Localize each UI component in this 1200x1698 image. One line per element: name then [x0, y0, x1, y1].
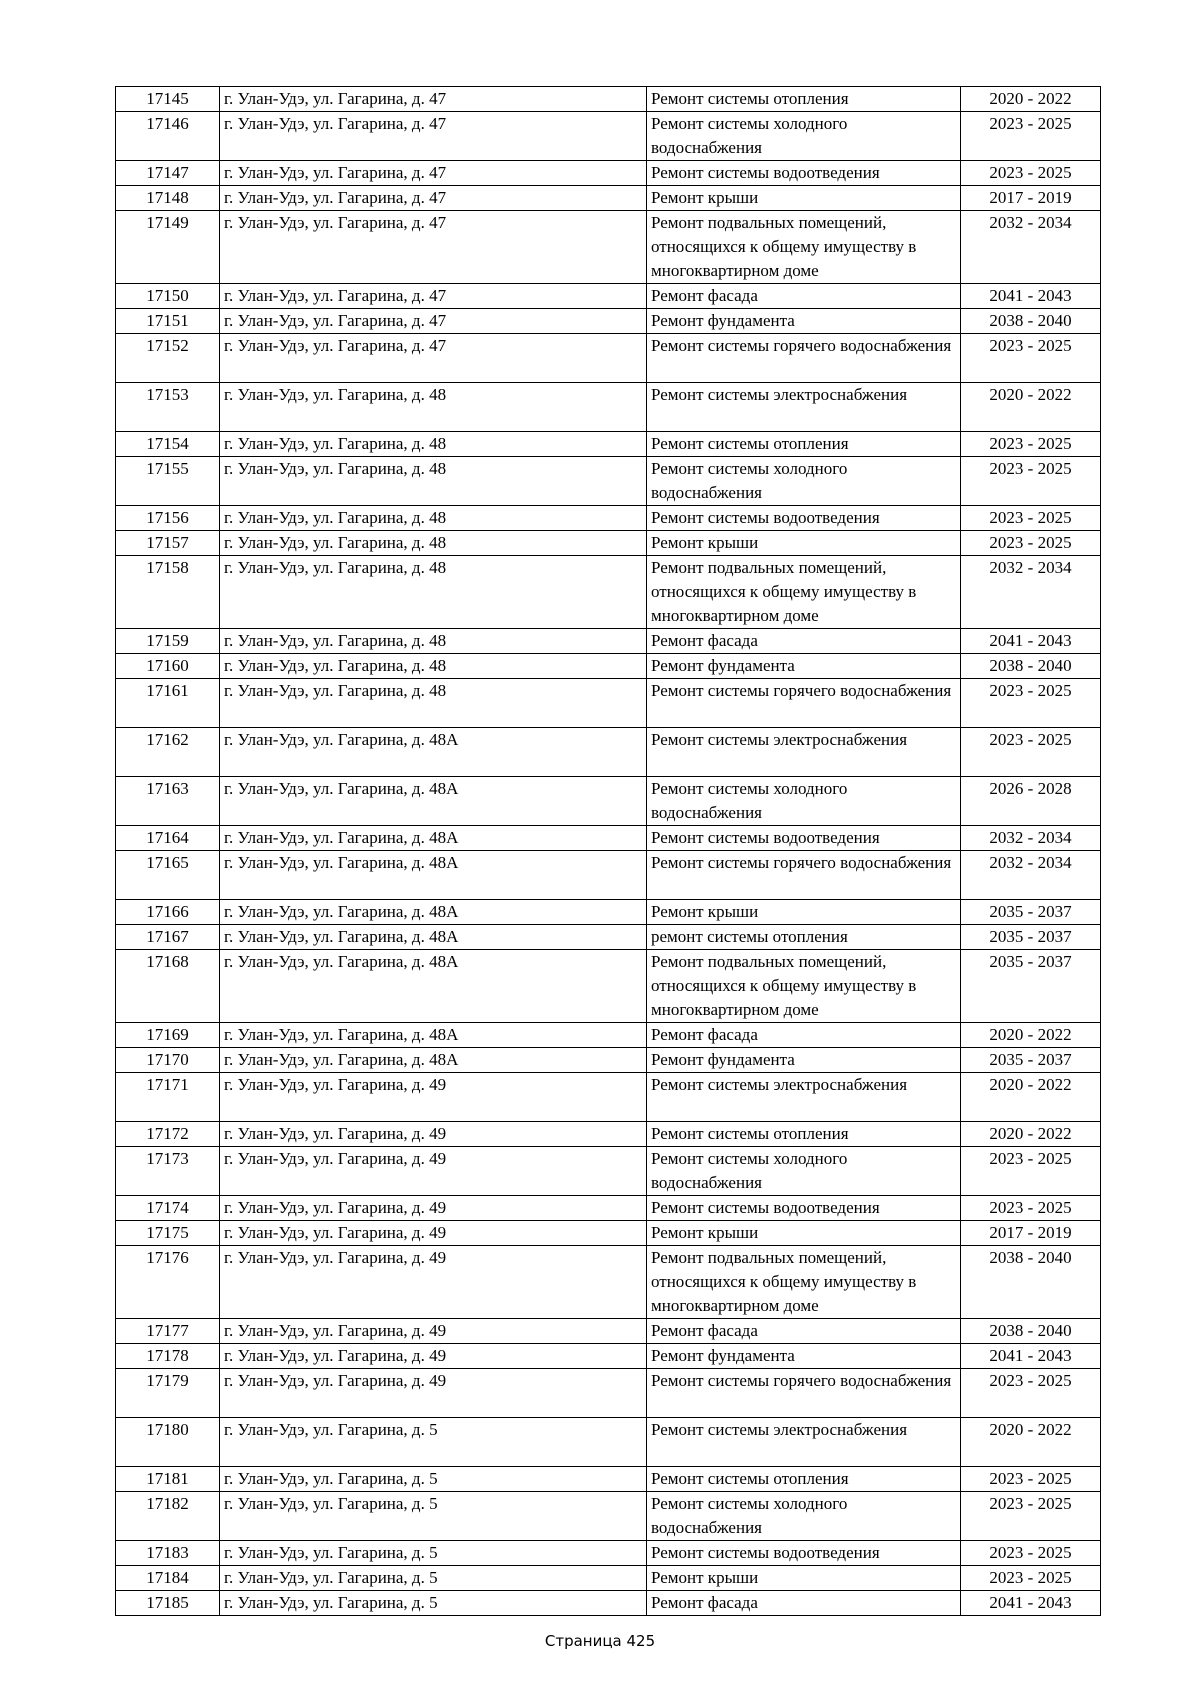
table-row — [116, 383, 1101, 432]
work-type-cell: Ремонт системы отопления — [647, 432, 961, 457]
row-number: 17167 — [116, 925, 220, 950]
period-cell: 2035 - 2037 — [961, 900, 1101, 925]
work-type-cell: Ремонт подвальных помещений, относящихся к общему имуществу в многоквартирном доме — [647, 211, 961, 284]
address-cell: г. Улан-Удэ, ул. Гагарина, д. 5 — [220, 1566, 647, 1591]
table-row — [116, 629, 1101, 654]
work-type-cell: Ремонт системы электроснабжения — [647, 728, 961, 777]
work-type-cell: Ремонт подвальных помещений, относящихся к общему имуществу в многоквартирном доме — [647, 556, 961, 629]
table-row — [116, 309, 1101, 334]
work-type-cell: Ремонт фундамента — [647, 654, 961, 679]
table-row — [116, 728, 1101, 777]
row-number: 17171 — [116, 1073, 220, 1122]
period-cell: 2035 - 2037 — [961, 1048, 1101, 1073]
period-cell: 2023 - 2025 — [961, 679, 1101, 728]
work-type-cell: Ремонт фасада — [647, 1023, 961, 1048]
row-number: 17149 — [116, 211, 220, 284]
table-row — [116, 186, 1101, 211]
address-cell: г. Улан-Удэ, ул. Гагарина, д. 48 — [220, 556, 647, 629]
period-cell: 2026 - 2028 — [961, 777, 1101, 826]
address-cell: г. Улан-Удэ, ул. Гагарина, д. 48 — [220, 457, 647, 506]
table-row — [116, 1467, 1101, 1492]
address-cell: г. Улан-Удэ, ул. Гагарина, д. 48А — [220, 925, 647, 950]
period-cell: 2023 - 2025 — [961, 1566, 1101, 1591]
work-type-cell: Ремонт системы водоотведения — [647, 1196, 961, 1221]
row-number: 17169 — [116, 1023, 220, 1048]
row-number: 17184 — [116, 1566, 220, 1591]
work-type-cell: Ремонт системы горячего водоснабжения — [647, 851, 961, 900]
address-cell: г. Улан-Удэ, ул. Гагарина, д. 5 — [220, 1591, 647, 1616]
work-type-cell: Ремонт фундамента — [647, 1048, 961, 1073]
period-cell: 2020 - 2022 — [961, 1122, 1101, 1147]
table-row — [116, 506, 1101, 531]
table-row — [116, 1196, 1101, 1221]
row-number: 17182 — [116, 1492, 220, 1541]
row-number: 17163 — [116, 777, 220, 826]
table-row — [116, 211, 1101, 284]
table-row — [116, 777, 1101, 826]
row-number: 17166 — [116, 900, 220, 925]
row-number: 17168 — [116, 950, 220, 1023]
period-cell: 2038 - 2040 — [961, 1319, 1101, 1344]
row-number: 17146 — [116, 112, 220, 161]
work-type-cell: Ремонт крыши — [647, 186, 961, 211]
period-cell: 2032 - 2034 — [961, 826, 1101, 851]
table-row — [116, 1566, 1101, 1591]
period-cell: 2041 - 2043 — [961, 1344, 1101, 1369]
period-cell: 2023 - 2025 — [961, 1369, 1101, 1418]
address-cell: г. Улан-Удэ, ул. Гагарина, д. 47 — [220, 161, 647, 186]
period-cell: 2023 - 2025 — [961, 1147, 1101, 1196]
period-cell: 2041 - 2043 — [961, 629, 1101, 654]
row-number: 17164 — [116, 826, 220, 851]
period-cell: 2020 - 2022 — [961, 87, 1101, 112]
table-row — [116, 87, 1101, 112]
row-number: 17172 — [116, 1122, 220, 1147]
work-type-cell: Ремонт системы холодного водоснабжения — [647, 1147, 961, 1196]
period-cell: 2023 - 2025 — [961, 1492, 1101, 1541]
period-cell: 2038 - 2040 — [961, 309, 1101, 334]
period-cell: 2041 - 2043 — [961, 1591, 1101, 1616]
period-cell: 2020 - 2022 — [961, 383, 1101, 432]
address-cell: г. Улан-Удэ, ул. Гагарина, д. 49 — [220, 1369, 647, 1418]
period-cell: 2023 - 2025 — [961, 728, 1101, 777]
work-type-cell: Ремонт системы водоотведения — [647, 826, 961, 851]
row-number: 17183 — [116, 1541, 220, 1566]
address-cell: г. Улан-Удэ, ул. Гагарина, д. 48 — [220, 531, 647, 556]
address-cell: г. Улан-Удэ, ул. Гагарина, д. 5 — [220, 1541, 647, 1566]
row-number: 17158 — [116, 556, 220, 629]
row-number: 17174 — [116, 1196, 220, 1221]
address-cell: г. Улан-Удэ, ул. Гагарина, д. 48А — [220, 851, 647, 900]
row-number: 17154 — [116, 432, 220, 457]
address-cell: г. Улан-Удэ, ул. Гагарина, д. 5 — [220, 1418, 647, 1467]
row-number: 17153 — [116, 383, 220, 432]
table-row — [116, 851, 1101, 900]
table-row — [116, 1418, 1101, 1467]
work-type-cell: Ремонт системы горячего водоснабжения — [647, 679, 961, 728]
period-cell: 2023 - 2025 — [961, 506, 1101, 531]
row-number: 17181 — [116, 1467, 220, 1492]
work-type-cell: Ремонт подвальных помещений, относящихся к общему имуществу в многоквартирном доме — [647, 1246, 961, 1319]
row-number: 17151 — [116, 309, 220, 334]
period-cell: 2032 - 2034 — [961, 556, 1101, 629]
table-row — [116, 1073, 1101, 1122]
work-type-cell: Ремонт системы отопления — [647, 1467, 961, 1492]
table-row — [116, 1541, 1101, 1566]
work-type-cell: Ремонт системы горячего водоснабжения — [647, 334, 961, 383]
page-number: Страница 425 — [544, 1632, 656, 1650]
row-number: 17177 — [116, 1319, 220, 1344]
work-type-cell: Ремонт системы электроснабжения — [647, 1073, 961, 1122]
work-type-cell: Ремонт системы электроснабжения — [647, 1418, 961, 1467]
row-number: 17155 — [116, 457, 220, 506]
table-row — [116, 826, 1101, 851]
period-cell: 2023 - 2025 — [961, 531, 1101, 556]
address-cell: г. Улан-Удэ, ул. Гагарина, д. 48 — [220, 432, 647, 457]
table-row — [116, 1122, 1101, 1147]
period-cell: 2035 - 2037 — [961, 925, 1101, 950]
row-number: 17185 — [116, 1591, 220, 1616]
row-number: 17175 — [116, 1221, 220, 1246]
table-row — [116, 1048, 1101, 1073]
address-cell: г. Улан-Удэ, ул. Гагарина, д. 47 — [220, 87, 647, 112]
address-cell: г. Улан-Удэ, ул. Гагарина, д. 47 — [220, 186, 647, 211]
address-cell: г. Улан-Удэ, ул. Гагарина, д. 48А — [220, 1023, 647, 1048]
table-row — [116, 654, 1101, 679]
work-type-cell: Ремонт системы горячего водоснабжения — [647, 1369, 961, 1418]
period-cell: 2032 - 2034 — [961, 851, 1101, 900]
address-cell: г. Улан-Удэ, ул. Гагарина, д. 48 — [220, 654, 647, 679]
table-row — [116, 334, 1101, 383]
work-type-cell: Ремонт системы водоотведения — [647, 1541, 961, 1566]
row-number: 17179 — [116, 1369, 220, 1418]
address-cell: г. Улан-Удэ, ул. Гагарина, д. 48 — [220, 629, 647, 654]
work-type-cell: Ремонт крыши — [647, 900, 961, 925]
period-cell: 2038 - 2040 — [961, 1246, 1101, 1319]
table-row — [116, 900, 1101, 925]
row-number: 17152 — [116, 334, 220, 383]
work-type-cell: Ремонт фасада — [647, 629, 961, 654]
table-row — [116, 1147, 1101, 1196]
table-row — [116, 1319, 1101, 1344]
period-cell: 2023 - 2025 — [961, 432, 1101, 457]
period-cell: 2023 - 2025 — [961, 1467, 1101, 1492]
row-number: 17159 — [116, 629, 220, 654]
row-number: 17145 — [116, 87, 220, 112]
period-cell: 2023 - 2025 — [961, 334, 1101, 383]
work-type-cell: ремонт системы отопления — [647, 925, 961, 950]
work-type-cell: Ремонт системы отопления — [647, 87, 961, 112]
row-number: 17165 — [116, 851, 220, 900]
address-cell: г. Улан-Удэ, ул. Гагарина, д. 48А — [220, 1048, 647, 1073]
address-cell: г. Улан-Удэ, ул. Гагарина, д. 49 — [220, 1344, 647, 1369]
address-cell: г. Улан-Удэ, ул. Гагарина, д. 47 — [220, 334, 647, 383]
address-cell: г. Улан-Удэ, ул. Гагарина, д. 48А — [220, 777, 647, 826]
period-cell: 2017 - 2019 — [961, 1221, 1101, 1246]
period-cell: 2020 - 2022 — [961, 1073, 1101, 1122]
table-row — [116, 284, 1101, 309]
work-type-cell: Ремонт фасада — [647, 284, 961, 309]
work-type-cell: Ремонт системы электроснабжения — [647, 383, 961, 432]
table-row — [116, 1221, 1101, 1246]
work-type-cell: Ремонт крыши — [647, 1221, 961, 1246]
address-cell: г. Улан-Удэ, ул. Гагарина, д. 49 — [220, 1147, 647, 1196]
period-cell: 2038 - 2040 — [961, 654, 1101, 679]
row-number: 17156 — [116, 506, 220, 531]
address-cell: г. Улан-Удэ, ул. Гагарина, д. 48 — [220, 506, 647, 531]
address-cell: г. Улан-Удэ, ул. Гагарина, д. 49 — [220, 1319, 647, 1344]
table-row — [116, 531, 1101, 556]
work-type-cell: Ремонт фундамента — [647, 1344, 961, 1369]
address-cell: г. Улан-Удэ, ул. Гагарина, д. 48А — [220, 728, 647, 777]
work-type-cell: Ремонт крыши — [647, 1566, 961, 1591]
row-number: 17147 — [116, 161, 220, 186]
work-type-cell: Ремонт системы водоотведения — [647, 161, 961, 186]
address-cell: г. Улан-Удэ, ул. Гагарина, д. 47 — [220, 284, 647, 309]
address-cell: г. Улан-Удэ, ул. Гагарина, д. 49 — [220, 1246, 647, 1319]
row-number: 17150 — [116, 284, 220, 309]
address-cell: г. Улан-Удэ, ул. Гагарина, д. 47 — [220, 211, 647, 284]
row-number: 17178 — [116, 1344, 220, 1369]
work-type-cell: Ремонт системы холодного водоснабжения — [647, 1492, 961, 1541]
table-row — [116, 1246, 1101, 1319]
period-cell: 2023 - 2025 — [961, 112, 1101, 161]
table-row — [116, 112, 1101, 161]
row-number: 17180 — [116, 1418, 220, 1467]
address-cell: г. Улан-Удэ, ул. Гагарина, д. 47 — [220, 112, 647, 161]
work-type-cell: Ремонт системы холодного водоснабжения — [647, 777, 961, 826]
table-row — [116, 1591, 1101, 1616]
work-type-cell: Ремонт системы холодного водоснабжения — [647, 112, 961, 161]
table-row — [116, 925, 1101, 950]
address-cell: г. Улан-Удэ, ул. Гагарина, д. 49 — [220, 1221, 647, 1246]
table-row — [116, 1369, 1101, 1418]
table-body — [116, 87, 1101, 1616]
address-cell: г. Улан-Удэ, ул. Гагарина, д. 49 — [220, 1122, 647, 1147]
table-row — [116, 950, 1101, 1023]
row-number: 17162 — [116, 728, 220, 777]
address-cell: г. Улан-Удэ, ул. Гагарина, д. 48 — [220, 383, 647, 432]
row-number: 17148 — [116, 186, 220, 211]
period-cell: 2023 - 2025 — [961, 1196, 1101, 1221]
table-row — [116, 679, 1101, 728]
period-cell: 2035 - 2037 — [961, 950, 1101, 1023]
table-row — [116, 457, 1101, 506]
address-cell: г. Улан-Удэ, ул. Гагарина, д. 49 — [220, 1073, 647, 1122]
address-cell: г. Улан-Удэ, ул. Гагарина, д. 5 — [220, 1467, 647, 1492]
work-type-cell: Ремонт крыши — [647, 531, 961, 556]
work-type-cell: Ремонт подвальных помещений, относящихся к общему имуществу в многоквартирном доме — [647, 950, 961, 1023]
row-number: 17157 — [116, 531, 220, 556]
work-type-cell: Ремонт системы водоотведения — [647, 506, 961, 531]
period-cell: 2020 - 2022 — [961, 1023, 1101, 1048]
table-row — [116, 432, 1101, 457]
period-cell: 2023 - 2025 — [961, 161, 1101, 186]
work-type-cell: Ремонт фасада — [647, 1319, 961, 1344]
table-row — [116, 1492, 1101, 1541]
address-cell: г. Улан-Удэ, ул. Гагарина, д. 48А — [220, 826, 647, 851]
work-type-cell: Ремонт фасада — [647, 1591, 961, 1616]
table-row — [116, 1023, 1101, 1048]
period-cell: 2032 - 2034 — [961, 211, 1101, 284]
row-number: 17161 — [116, 679, 220, 728]
row-number: 17160 — [116, 654, 220, 679]
work-type-cell: Ремонт фундамента — [647, 309, 961, 334]
table-row — [116, 556, 1101, 629]
period-cell: 2023 - 2025 — [961, 457, 1101, 506]
table-row — [116, 1344, 1101, 1369]
row-number: 17173 — [116, 1147, 220, 1196]
repair-schedule-table — [115, 86, 1101, 1616]
address-cell: г. Улан-Удэ, ул. Гагарина, д. 49 — [220, 1196, 647, 1221]
period-cell: 2017 - 2019 — [961, 186, 1101, 211]
address-cell: г. Улан-Удэ, ул. Гагарина, д. 47 — [220, 309, 647, 334]
row-number: 17170 — [116, 1048, 220, 1073]
period-cell: 2023 - 2025 — [961, 1541, 1101, 1566]
period-cell: 2020 - 2022 — [961, 1418, 1101, 1467]
period-cell: 2041 - 2043 — [961, 284, 1101, 309]
address-cell: г. Улан-Удэ, ул. Гагарина, д. 48А — [220, 950, 647, 1023]
table-row — [116, 161, 1101, 186]
work-type-cell: Ремонт системы холодного водоснабжения — [647, 457, 961, 506]
address-cell: г. Улан-Удэ, ул. Гагарина, д. 48А — [220, 900, 647, 925]
row-number: 17176 — [116, 1246, 220, 1319]
work-type-cell: Ремонт системы отопления — [647, 1122, 961, 1147]
address-cell: г. Улан-Удэ, ул. Гагарина, д. 5 — [220, 1492, 647, 1541]
address-cell: г. Улан-Удэ, ул. Гагарина, д. 48 — [220, 679, 647, 728]
